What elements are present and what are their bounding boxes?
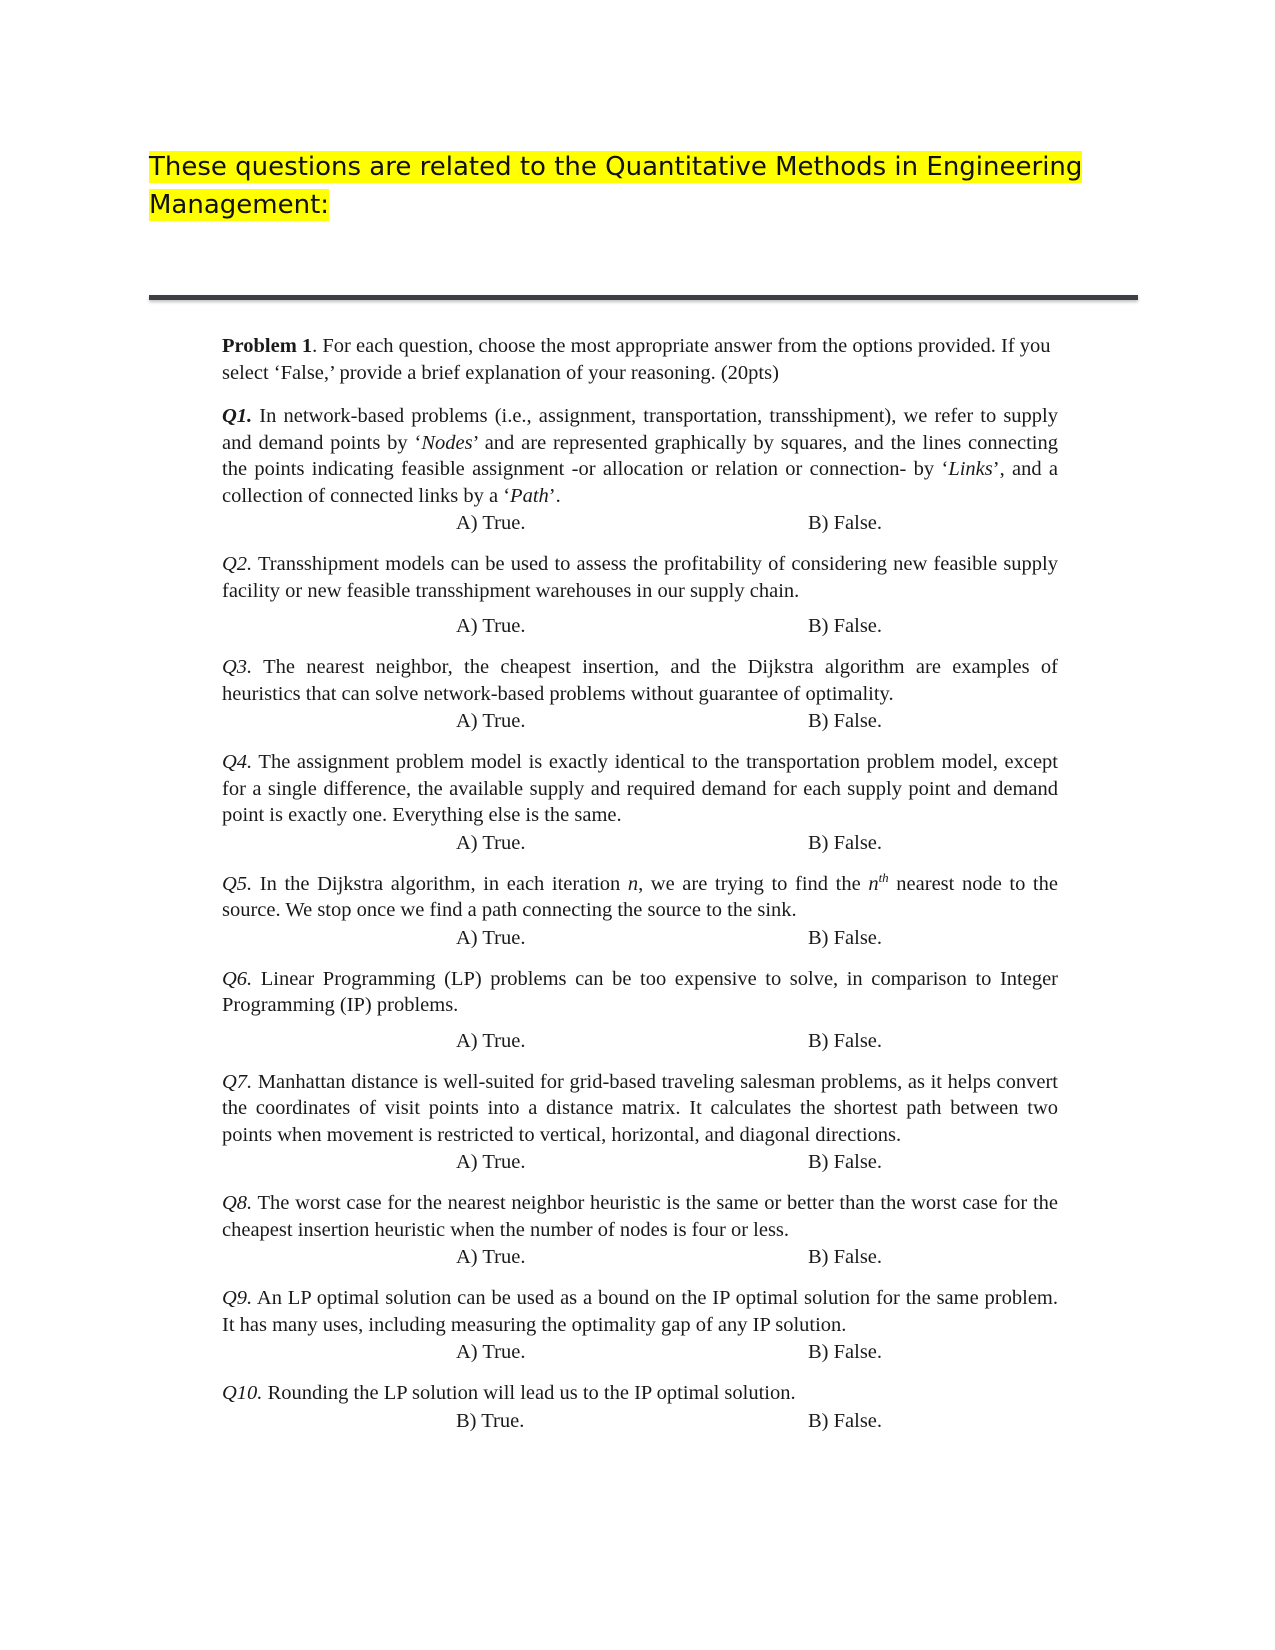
question-number: Q6. [222, 967, 253, 990]
question-6-text: Q6. Linear Programming (LP) problems can be too expensive to solve, in comparison to Integer Programming (IP) problems. [222, 967, 1058, 1016]
option-a[interactable]: A) True. [456, 1341, 526, 1363]
question-5 [222, 871, 1058, 951]
answer-options [222, 830, 1058, 856]
option-b[interactable]: B) False. [808, 1029, 883, 1052]
answer-options [222, 925, 1058, 951]
option-b[interactable]: B) False. [808, 1151, 883, 1173]
question-1-text: Q1. In network-based problems (i.e., assignment, transportation, transshipment), we refer to supply and demand points by ‘Nodes’ and are represented graphically by squares, and the lines connecting the points indicating feasible assignment -or allocation or relation or connection- by ‘Links’, and a collection of connected links by a ‘Path’. [222, 405, 1058, 507]
question-number: Q7. [222, 1070, 253, 1093]
question-number: Q9. [222, 1287, 253, 1309]
option-a[interactable]: B) True. [456, 1409, 525, 1432]
option-b[interactable]: B) False. [808, 1341, 883, 1363]
question-6 [222, 966, 1058, 1054]
option-a[interactable]: A) True. [456, 1246, 526, 1268]
question-8 [222, 1190, 1058, 1270]
option-a[interactable]: A) True. [456, 831, 526, 854]
option-a[interactable]: A) True. [456, 926, 526, 949]
question-number: Q2. [222, 553, 253, 575]
question-4-text: Q4. The assignment problem model is exactly identical to the transportation problem model, except for a single difference, the available supply and required demand for each supply point and demand point is exactly one. Everything else is the same. [222, 751, 1058, 826]
question-2 [222, 551, 1058, 639]
question-9-text: Q9. An LP optimal solution can be used as a bound on the IP optimal solution for the same problem. It has many uses, including measuring the optimality gap of any IP solution. [222, 1287, 1058, 1336]
problem-instructions: . For each question, choose the most appropriate answer from the options provided. If you select ‘False,’ provide a brief explanation of your reasoning. (20pts) [222, 335, 1051, 384]
question-8-text: Q8. The worst case for the nearest neighbor heuristic is the same or better than the worst case for the cheapest insertion heuristic when the number of nodes is four or less. [222, 1192, 1058, 1241]
option-a[interactable]: A) True. [456, 512, 526, 534]
answer-options [222, 613, 1058, 639]
question-number: Q4. [222, 751, 253, 773]
answer-options [222, 1339, 1058, 1365]
question-number: Q5. [222, 872, 253, 895]
question-number: Q10. [222, 1382, 263, 1404]
answer-options [222, 1028, 1058, 1054]
option-b[interactable]: B) False. [808, 926, 883, 949]
problem-intro [222, 333, 1058, 386]
question-number: Q3. [222, 656, 253, 678]
question-2-text: Q2. Transshipment models can be used to assess the profitability of considering new feasible supply facility or new feasible transshipment warehouses in our supply chain. [222, 553, 1058, 602]
answer-options [222, 708, 1058, 734]
header-line-1: These questions are related to the Quantitative Methods in Engineering [149, 152, 1083, 182]
question-7-text: Q7. Manhattan distance is well-suited for grid-based traveling salesman problems, as it helps convert the coordinates of visit points into a distance matrix. It calculates the shortest path between two points when movement is restricted to vertical, horizontal, and diagonal directions. [222, 1070, 1058, 1146]
question-10 [222, 1380, 1058, 1434]
question-10-text: Q10. Rounding the LP solution will lead us to the IP optimal solution. [222, 1382, 796, 1404]
question-9 [222, 1285, 1058, 1365]
question-number: Q1. [222, 405, 253, 427]
option-b[interactable]: B) False. [808, 1409, 883, 1432]
problem-label: Problem 1 [222, 335, 313, 357]
question-1 [222, 403, 1058, 536]
question-5-text: Q5. In the Dijkstra algorithm, in each iteration n, we are trying to find the $n^{th}$ nearest node to the source. We stop once we find a path connecting the source to the sink. [222, 869, 1058, 921]
highlighted-header [149, 148, 1109, 224]
question-4 [222, 749, 1058, 856]
answer-options [222, 510, 1058, 536]
question-number: Q8. [222, 1192, 253, 1214]
horizontal-divider [149, 295, 1138, 300]
option-b[interactable]: B) False. [808, 710, 883, 732]
question-7 [222, 1069, 1058, 1176]
question-3-text: Q3. The nearest neighbor, the cheapest insertion, and the Dijkstra algorithm are examples of heuristics that can solve network-based problems without guarantee of optimality. [222, 656, 1058, 705]
option-a[interactable]: A) True. [456, 1029, 526, 1052]
answer-options [222, 1149, 1058, 1175]
problem-document [222, 333, 1058, 1449]
question-3 [222, 654, 1058, 734]
option-b[interactable]: B) False. [808, 615, 883, 637]
option-a[interactable]: A) True. [456, 1151, 526, 1173]
option-b[interactable]: B) False. [808, 831, 883, 854]
option-b[interactable]: B) False. [808, 1246, 883, 1268]
answer-options [222, 1244, 1058, 1270]
option-a[interactable]: A) True. [456, 615, 526, 637]
answer-options [222, 1408, 1058, 1434]
header-line-2: Management: [149, 190, 330, 220]
option-b[interactable]: B) False. [808, 512, 883, 534]
option-a[interactable]: A) True. [456, 710, 526, 732]
